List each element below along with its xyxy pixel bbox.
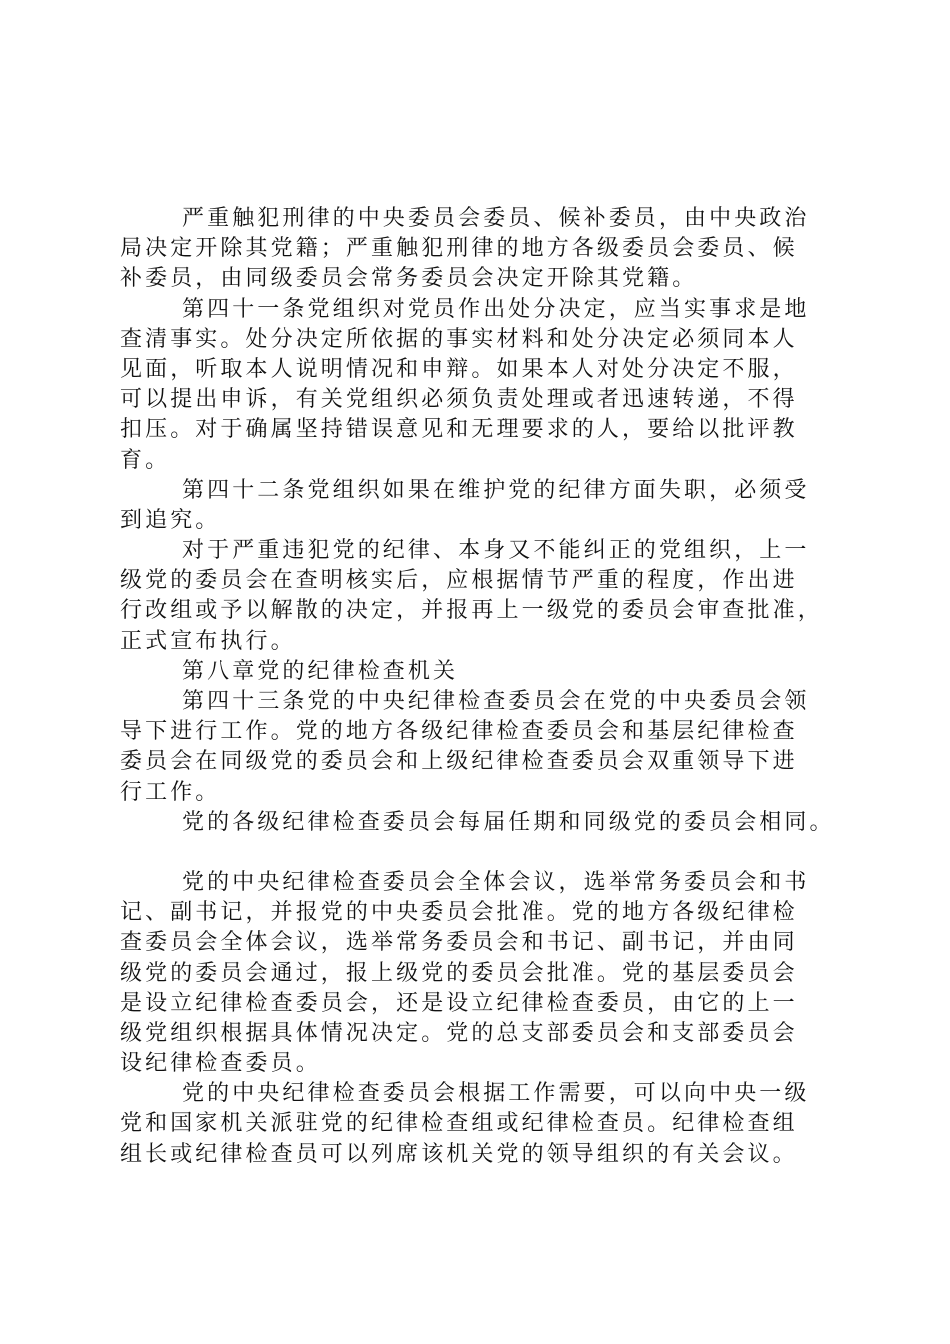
text-line: 查清事实。处分决定所依据的事实材料和处分决定必须同本人	[120, 326, 798, 352]
text-line: 级党组织根据具体情况决定。党的总支部委员会和支部委员会	[120, 1020, 798, 1046]
text-line: 行改组或予以解散的决定，并报再上一级党的委员会审查批准，	[120, 598, 823, 624]
text-line: 正式宣布执行。	[120, 628, 296, 654]
text-line: 党和国家机关派驻党的纪律检查组或纪律检查员。纪律检查组	[120, 1111, 798, 1137]
text-line: 可以提出申诉，有关党组织必须负责处理或者迅速转递，不得	[120, 387, 798, 413]
text-line: 局决定开除其党籍；严重触犯刑律的地方各级委员会委员、候	[120, 236, 798, 262]
text-line: 扣压。对于确属坚持错误意见和无理要求的人，要给以批评教	[120, 417, 798, 443]
text-line: 设纪律检查委员。	[120, 1051, 321, 1077]
text-line: 第四十一条党组织对党员作出处分决定，应当实事求是地	[182, 296, 810, 322]
text-line: 级党的委员会在查明核实后，应根据情节严重的程度，作出进	[120, 568, 798, 594]
text-line: 见面，听取本人说明情况和申辩。如果本人对处分决定不服，	[120, 356, 798, 382]
text-line: 组长或纪律检查员可以列席该机关党的领导组织的有关会议。	[120, 1141, 798, 1167]
text-line: 对于严重违犯党的纪律、本身又不能纠正的党组织，上一	[182, 538, 810, 564]
text-line: 补委员，由同级委员会常务委员会决定开除其党籍。	[120, 266, 698, 292]
text-line: 第四十二条党组织如果在维护党的纪律方面失职，必须受	[182, 477, 810, 503]
text-line: 导下进行工作。党的地方各级纪律检查委员会和基层纪律检查	[120, 719, 798, 745]
text-line: 查委员会全体会议，选举常务委员会和书记、副书记，并由同	[120, 930, 798, 956]
document-body	[120, 204, 836, 1170]
text-line: 党的中央纪律检查委员会全体会议，选举常务委员会和书	[182, 869, 810, 895]
text-line: 严重触犯刑律的中央委员会委员、候补委员，由中央政治	[182, 206, 810, 231]
text-line: 第四十三条党的中央纪律检查委员会在党的中央委员会领	[182, 689, 810, 714]
text-line: 到追究。	[120, 507, 221, 533]
text-line: 党的中央纪律检查委员会根据工作需要，可以向中央一级	[182, 1081, 810, 1107]
text-line: 记、副书记，并报党的中央委员会批准。党的地方各级纪律检	[120, 900, 798, 926]
text-line: 是设立纪律检查委员会，还是设立纪律检查委员，由它的上一	[120, 990, 798, 1016]
text-line: 级党的委员会通过，报上级党的委员会批准。党的基层委员会	[120, 960, 798, 986]
text-line: 党的各级纪律检查委员会每届任期和同级党的委员会相同。	[182, 809, 835, 835]
blank-line	[120, 838, 836, 868]
text-line: 育。	[120, 447, 171, 473]
text-line: 委员会在同级党的委员会和上级纪律检查委员会双重领导下进	[120, 749, 798, 775]
chapter-heading: 第八章党的纪律检查机关	[182, 658, 459, 684]
text-line: 行工作。	[120, 779, 221, 805]
